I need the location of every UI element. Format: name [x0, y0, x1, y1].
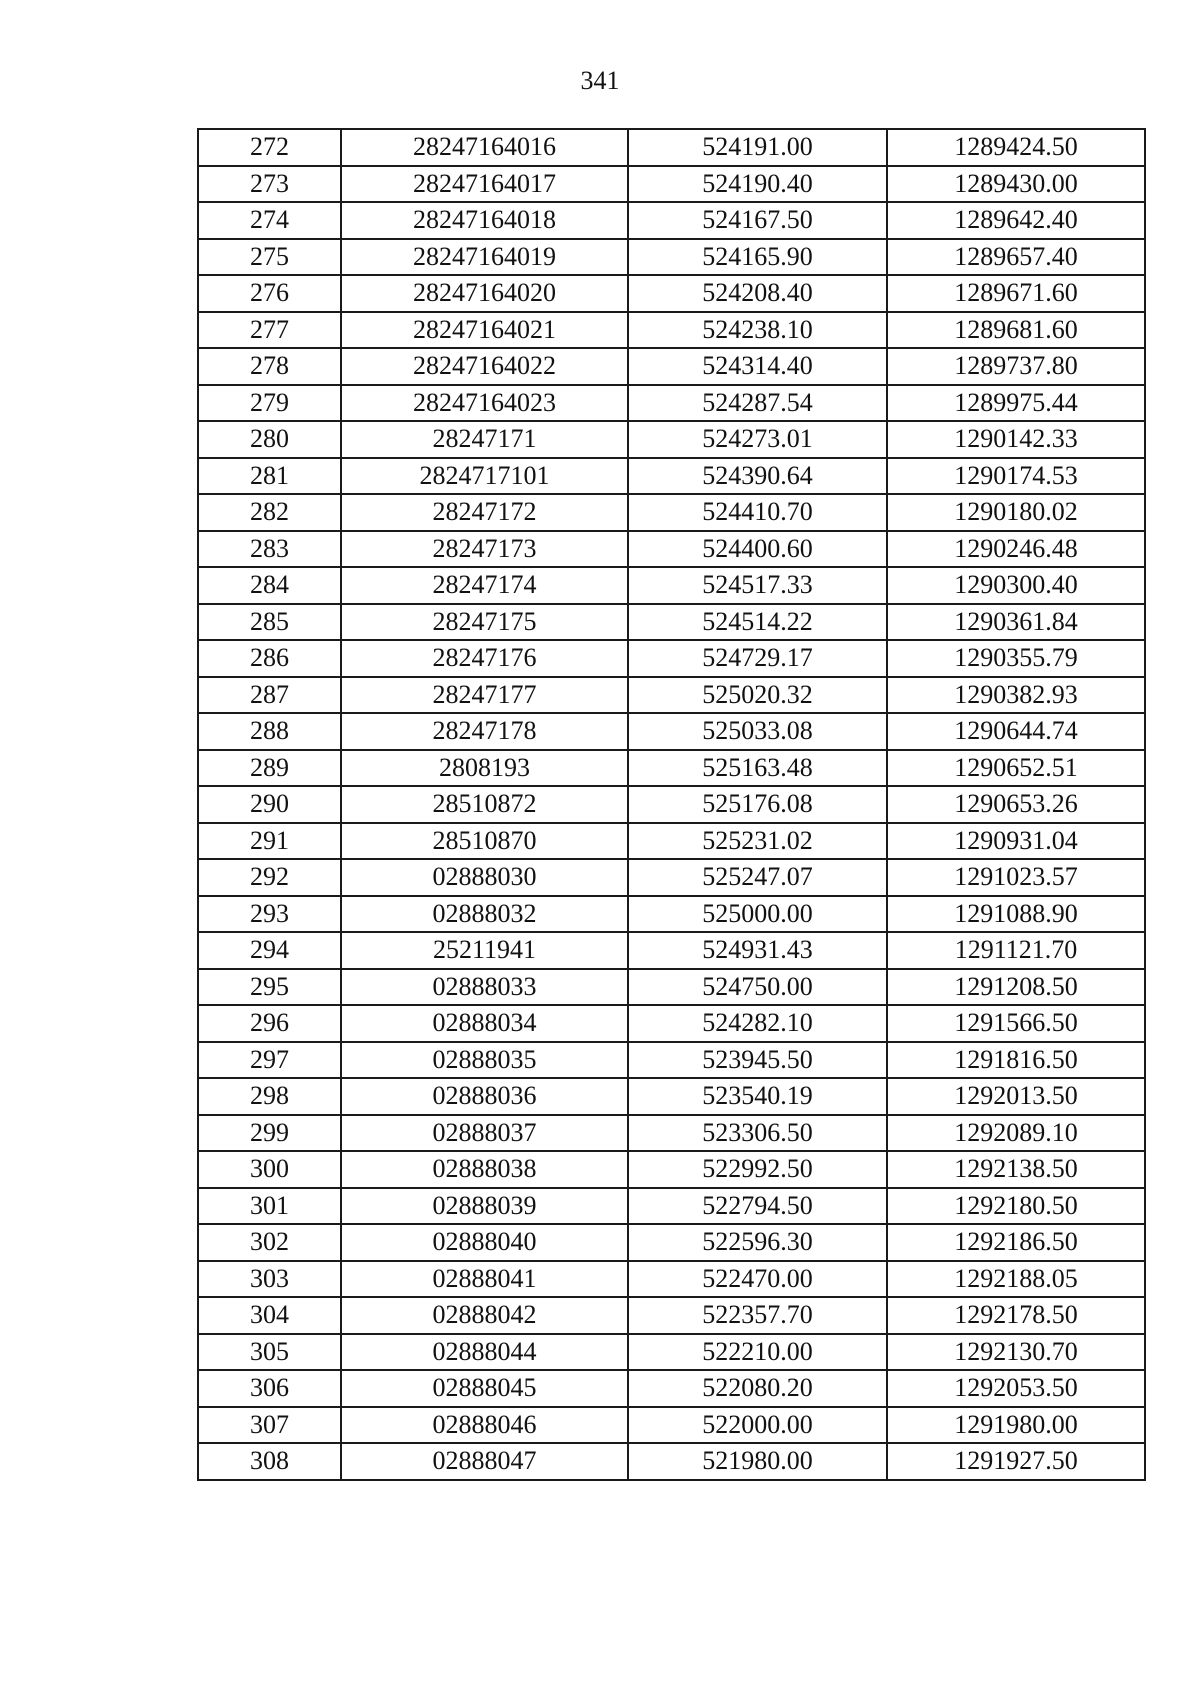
x-coordinate-cell: 522080.20	[628, 1370, 887, 1407]
point-id-cell: 28510872	[341, 786, 628, 823]
table-row	[198, 421, 1145, 458]
y-coordinate-cell: 1290246.48	[887, 531, 1145, 568]
x-coordinate-cell: 524273.01	[628, 421, 887, 458]
table-row	[198, 1188, 1145, 1225]
y-coordinate-cell: 1289642.40	[887, 202, 1145, 239]
x-coordinate-cell: 522794.50	[628, 1188, 887, 1225]
point-id-cell: 28247178	[341, 713, 628, 750]
point-id-cell: 02888032	[341, 896, 628, 933]
point-id-cell: 02888040	[341, 1224, 628, 1261]
y-coordinate-cell: 1290653.26	[887, 786, 1145, 823]
y-coordinate-cell: 1292178.50	[887, 1297, 1145, 1334]
table-row	[198, 239, 1145, 276]
y-coordinate-cell: 1290361.84	[887, 604, 1145, 641]
point-id-cell: 28247177	[341, 677, 628, 714]
table-row	[198, 604, 1145, 641]
point-id-cell: 28247172	[341, 494, 628, 531]
y-coordinate-cell: 1290355.79	[887, 640, 1145, 677]
y-coordinate-cell: 1289737.80	[887, 348, 1145, 385]
page-number: 341	[580, 66, 620, 95]
x-coordinate-cell: 523306.50	[628, 1115, 887, 1152]
point-id-cell: 02888044	[341, 1334, 628, 1371]
x-coordinate-cell: 524208.40	[628, 275, 887, 312]
point-id-cell: 28247164021	[341, 312, 628, 349]
table-row	[198, 677, 1145, 714]
table-row	[198, 202, 1145, 239]
row-number-cell: 293	[198, 896, 341, 933]
row-number-cell: 294	[198, 932, 341, 969]
x-coordinate-cell: 524514.22	[628, 604, 887, 641]
y-coordinate-cell: 1291980.00	[887, 1407, 1145, 1444]
table-row	[198, 823, 1145, 860]
y-coordinate-cell: 1292186.50	[887, 1224, 1145, 1261]
table-row	[198, 1443, 1145, 1480]
table-row	[198, 640, 1145, 677]
table-row	[198, 1115, 1145, 1152]
table-row	[198, 932, 1145, 969]
row-number-cell: 300	[198, 1151, 341, 1188]
y-coordinate-cell: 1289671.60	[887, 275, 1145, 312]
x-coordinate-cell: 521980.00	[628, 1443, 887, 1480]
point-id-cell: 28247176	[341, 640, 628, 677]
y-coordinate-cell: 1289424.50	[887, 129, 1145, 166]
table-row	[198, 458, 1145, 495]
x-coordinate-cell: 522470.00	[628, 1261, 887, 1298]
row-number-cell: 308	[198, 1443, 341, 1480]
x-coordinate-cell: 525163.48	[628, 750, 887, 787]
point-id-cell: 02888047	[341, 1443, 628, 1480]
x-coordinate-cell: 525020.32	[628, 677, 887, 714]
point-id-cell: 02888030	[341, 859, 628, 896]
y-coordinate-cell: 1290300.40	[887, 567, 1145, 604]
y-coordinate-cell: 1292089.10	[887, 1115, 1145, 1152]
row-number-cell: 291	[198, 823, 341, 860]
row-number-cell: 286	[198, 640, 341, 677]
row-number-cell: 278	[198, 348, 341, 385]
row-number-cell: 289	[198, 750, 341, 787]
y-coordinate-cell: 1290174.53	[887, 458, 1145, 495]
x-coordinate-cell: 522357.70	[628, 1297, 887, 1334]
y-coordinate-cell: 1292180.50	[887, 1188, 1145, 1225]
row-number-cell: 290	[198, 786, 341, 823]
x-coordinate-cell: 524750.00	[628, 969, 887, 1006]
point-id-cell: 28510870	[341, 823, 628, 860]
point-id-cell: 28247164017	[341, 166, 628, 203]
row-number-cell: 272	[198, 129, 341, 166]
x-coordinate-cell: 524287.54	[628, 385, 887, 422]
point-id-cell: 02888045	[341, 1370, 628, 1407]
x-coordinate-cell: 523945.50	[628, 1042, 887, 1079]
table-row	[198, 1297, 1145, 1334]
point-id-cell: 02888041	[341, 1261, 628, 1298]
x-coordinate-cell: 524390.64	[628, 458, 887, 495]
row-number-cell: 283	[198, 531, 341, 568]
row-number-cell: 282	[198, 494, 341, 531]
y-coordinate-cell: 1290931.04	[887, 823, 1145, 860]
x-coordinate-cell: 524931.43	[628, 932, 887, 969]
point-id-cell: 02888035	[341, 1042, 628, 1079]
row-number-cell: 285	[198, 604, 341, 641]
row-number-cell: 304	[198, 1297, 341, 1334]
y-coordinate-cell: 1290382.93	[887, 677, 1145, 714]
x-coordinate-cell: 524167.50	[628, 202, 887, 239]
y-coordinate-cell: 1291023.57	[887, 859, 1145, 896]
x-coordinate-cell: 524410.70	[628, 494, 887, 531]
row-number-cell: 288	[198, 713, 341, 750]
x-coordinate-cell: 524517.33	[628, 567, 887, 604]
row-number-cell: 274	[198, 202, 341, 239]
point-id-cell: 02888039	[341, 1188, 628, 1225]
point-id-cell: 02888038	[341, 1151, 628, 1188]
table-row	[198, 1334, 1145, 1371]
row-number-cell: 305	[198, 1334, 341, 1371]
table-row	[198, 1151, 1145, 1188]
row-number-cell: 303	[198, 1261, 341, 1298]
table-body	[198, 129, 1145, 1480]
row-number-cell: 298	[198, 1078, 341, 1115]
point-id-cell: 25211941	[341, 932, 628, 969]
point-id-cell: 28247164019	[341, 239, 628, 276]
table-row	[198, 713, 1145, 750]
table-row	[198, 1407, 1145, 1444]
point-id-cell: 02888037	[341, 1115, 628, 1152]
table-row	[198, 1370, 1145, 1407]
point-id-cell: 28247174	[341, 567, 628, 604]
point-id-cell: 28247164020	[341, 275, 628, 312]
coordinates-table	[197, 128, 1146, 1481]
point-id-cell: 2808193	[341, 750, 628, 787]
x-coordinate-cell: 524282.10	[628, 1005, 887, 1042]
x-coordinate-cell: 524400.60	[628, 531, 887, 568]
row-number-cell: 307	[198, 1407, 341, 1444]
table-row	[198, 129, 1145, 166]
point-id-cell: 02888034	[341, 1005, 628, 1042]
x-coordinate-cell: 525176.08	[628, 786, 887, 823]
point-id-cell: 28247171	[341, 421, 628, 458]
row-number-cell: 284	[198, 567, 341, 604]
y-coordinate-cell: 1292130.70	[887, 1334, 1145, 1371]
y-coordinate-cell: 1289430.00	[887, 166, 1145, 203]
table-row	[198, 348, 1145, 385]
point-id-cell: 28247164023	[341, 385, 628, 422]
point-id-cell: 28247164018	[341, 202, 628, 239]
row-number-cell: 301	[198, 1188, 341, 1225]
x-coordinate-cell: 525033.08	[628, 713, 887, 750]
y-coordinate-cell: 1292053.50	[887, 1370, 1145, 1407]
point-id-cell: 02888042	[341, 1297, 628, 1334]
y-coordinate-cell: 1289681.60	[887, 312, 1145, 349]
y-coordinate-cell: 1290180.02	[887, 494, 1145, 531]
x-coordinate-cell: 524238.10	[628, 312, 887, 349]
table-row	[198, 1005, 1145, 1042]
x-coordinate-cell: 522210.00	[628, 1334, 887, 1371]
y-coordinate-cell: 1292188.05	[887, 1261, 1145, 1298]
table-row	[198, 1042, 1145, 1079]
y-coordinate-cell: 1292138.50	[887, 1151, 1145, 1188]
point-id-cell: 28247175	[341, 604, 628, 641]
row-number-cell: 292	[198, 859, 341, 896]
x-coordinate-cell: 525231.02	[628, 823, 887, 860]
row-number-cell: 299	[198, 1115, 341, 1152]
y-coordinate-cell: 1290644.74	[887, 713, 1145, 750]
table-row	[198, 494, 1145, 531]
x-coordinate-cell: 524314.40	[628, 348, 887, 385]
table-row	[198, 567, 1145, 604]
x-coordinate-cell: 524191.00	[628, 129, 887, 166]
point-id-cell: 02888036	[341, 1078, 628, 1115]
y-coordinate-cell: 1291566.50	[887, 1005, 1145, 1042]
y-coordinate-cell: 1291816.50	[887, 1042, 1145, 1079]
row-number-cell: 297	[198, 1042, 341, 1079]
y-coordinate-cell: 1289975.44	[887, 385, 1145, 422]
x-coordinate-cell: 524729.17	[628, 640, 887, 677]
row-number-cell: 281	[198, 458, 341, 495]
y-coordinate-cell: 1292013.50	[887, 1078, 1145, 1115]
row-number-cell: 295	[198, 969, 341, 1006]
table-row	[198, 896, 1145, 933]
table-row	[198, 786, 1145, 823]
row-number-cell: 280	[198, 421, 341, 458]
y-coordinate-cell: 1289657.40	[887, 239, 1145, 276]
x-coordinate-cell: 525000.00	[628, 896, 887, 933]
x-coordinate-cell: 522992.50	[628, 1151, 887, 1188]
point-id-cell: 28247164016	[341, 129, 628, 166]
x-coordinate-cell: 522596.30	[628, 1224, 887, 1261]
row-number-cell: 287	[198, 677, 341, 714]
row-number-cell: 276	[198, 275, 341, 312]
table-row	[198, 1261, 1145, 1298]
y-coordinate-cell: 1290142.33	[887, 421, 1145, 458]
table-row	[198, 166, 1145, 203]
x-coordinate-cell: 523540.19	[628, 1078, 887, 1115]
row-number-cell: 306	[198, 1370, 341, 1407]
table-row	[198, 859, 1145, 896]
table-row	[198, 1078, 1145, 1115]
point-id-cell: 02888033	[341, 969, 628, 1006]
x-coordinate-cell: 524190.40	[628, 166, 887, 203]
point-id-cell: 28247164022	[341, 348, 628, 385]
y-coordinate-cell: 1290652.51	[887, 750, 1145, 787]
y-coordinate-cell: 1291088.90	[887, 896, 1145, 933]
y-coordinate-cell: 1291208.50	[887, 969, 1145, 1006]
x-coordinate-cell: 525247.07	[628, 859, 887, 896]
row-number-cell: 273	[198, 166, 341, 203]
table-row	[198, 531, 1145, 568]
row-number-cell: 275	[198, 239, 341, 276]
table-row	[198, 969, 1145, 1006]
table-row	[198, 385, 1145, 422]
row-number-cell: 296	[198, 1005, 341, 1042]
table-row	[198, 750, 1145, 787]
table-row	[198, 1224, 1145, 1261]
x-coordinate-cell: 524165.90	[628, 239, 887, 276]
x-coordinate-cell: 522000.00	[628, 1407, 887, 1444]
row-number-cell: 277	[198, 312, 341, 349]
table-row	[198, 312, 1145, 349]
y-coordinate-cell: 1291121.70	[887, 932, 1145, 969]
point-id-cell: 2824717101	[341, 458, 628, 495]
point-id-cell: 02888046	[341, 1407, 628, 1444]
y-coordinate-cell: 1291927.50	[887, 1443, 1145, 1480]
table-row	[198, 275, 1145, 312]
point-id-cell: 28247173	[341, 531, 628, 568]
row-number-cell: 279	[198, 385, 341, 422]
row-number-cell: 302	[198, 1224, 341, 1261]
